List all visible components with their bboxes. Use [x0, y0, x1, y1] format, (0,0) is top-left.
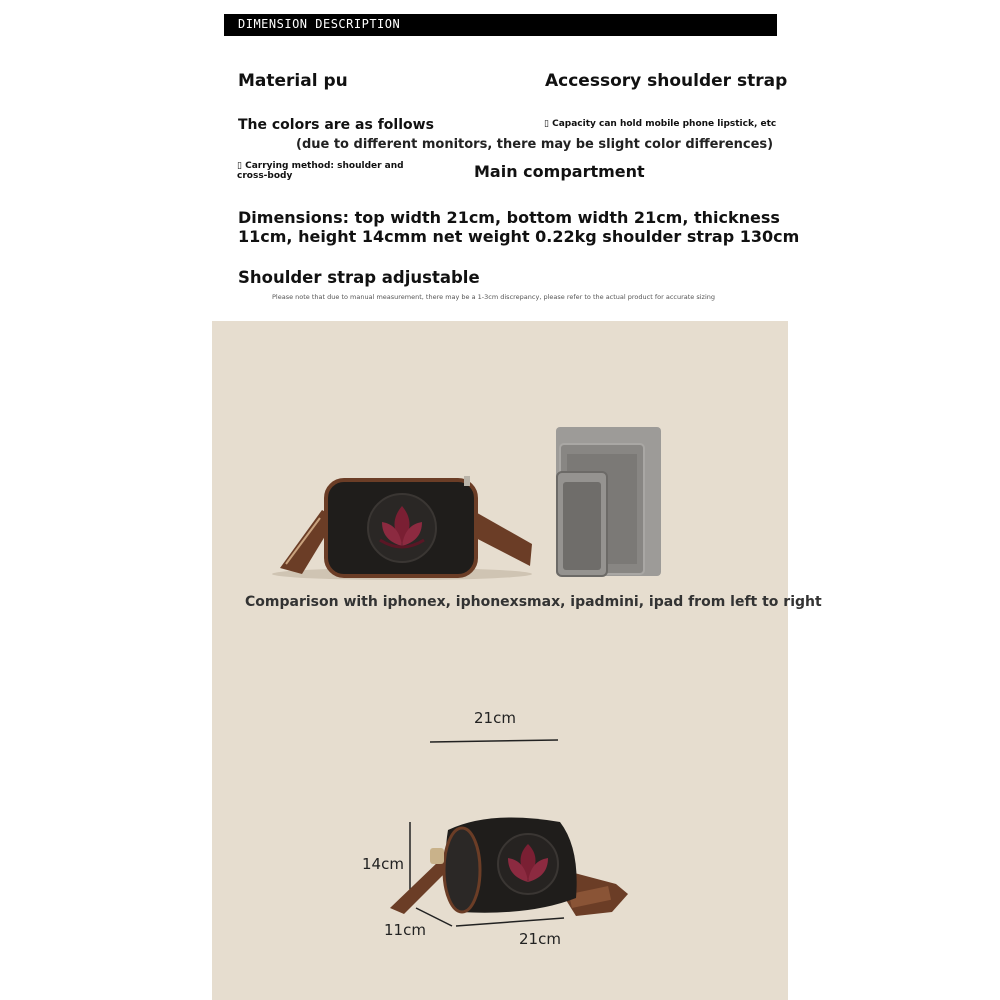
- carrying-method-line2: cross-body: [237, 171, 293, 181]
- bag-comparison-image: [262, 470, 542, 585]
- strap-adjustable-label: Shoulder strap adjustable: [238, 268, 480, 287]
- color-note: (due to different monitors, there may be slight color differences): [296, 137, 774, 152]
- bag-size-diagram: [380, 808, 640, 938]
- measurement-disclaimer: Please note that due to manual measurement, there may be a 1-3cm discrepancy, please refer to the actual product for accurate sizing: [272, 293, 716, 301]
- capacity-label: ▯ Capacity can hold mobile phone lipstick, etc: [544, 119, 777, 129]
- section-header-bar: [224, 14, 777, 36]
- carrying-method-line1: ▯ Carrying method: shoulder and: [237, 161, 404, 171]
- accessory-label: Accessory shoulder strap: [545, 71, 788, 91]
- top-width-label: 21cm: [474, 709, 516, 727]
- comparison-caption: Comparison with iphonex, iphonexsmax, ipadmini, ipad from left to right: [245, 594, 822, 610]
- dimensions-line1: Dimensions: top width 21cm, bottom width 21cm, thickness: [238, 208, 780, 227]
- thickness-label: 11cm: [384, 921, 426, 939]
- bottom-width-label: 21cm: [519, 930, 561, 948]
- colors-label: The colors are as follows: [238, 117, 434, 133]
- device-comparison-image: [555, 426, 663, 578]
- top-width-line: [428, 736, 560, 746]
- height-label: 14cm: [362, 855, 404, 873]
- material-label: Material pu: [238, 71, 348, 91]
- main-compartment-label: Main compartment: [474, 162, 645, 181]
- section-header-title: DIMENSION DESCRIPTION: [238, 17, 401, 31]
- dimensions-line2: 11cm, height 14cmm net weight 0.22kg shoulder strap 130cm: [238, 227, 800, 246]
